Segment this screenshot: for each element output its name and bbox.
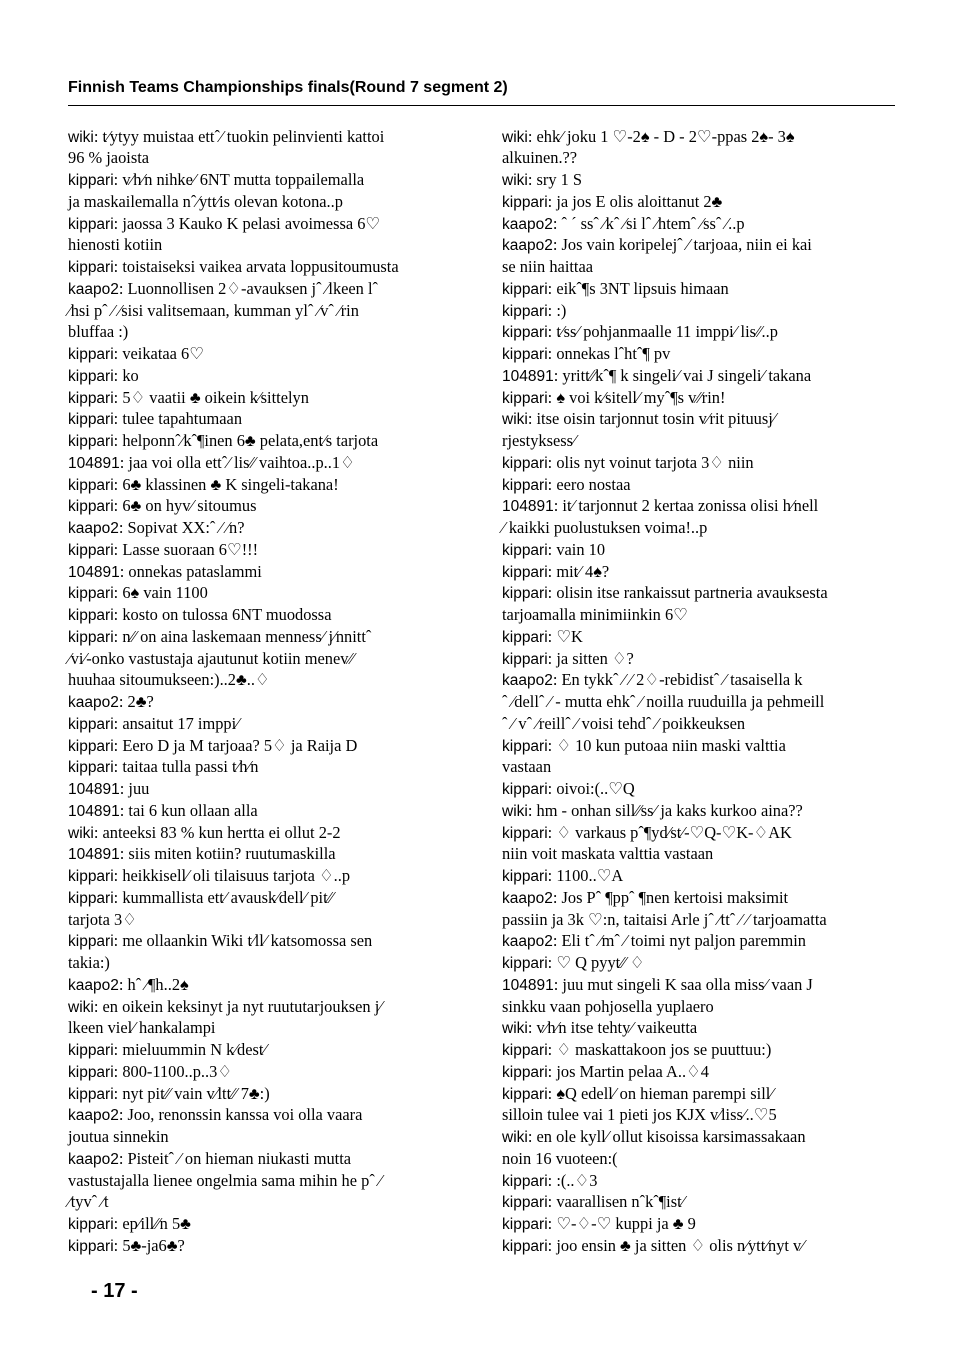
speaker-name: wiki: [502, 411, 528, 429]
speaker-name: kippari: [68, 389, 114, 407]
chat-line: [502, 452, 892, 474]
message-text: : it⁄ tarjonnut 2 kertaa zonissa olisi h⁄nell: [553, 496, 819, 516]
speaker-name: wiki: [502, 802, 528, 820]
chat-line: [502, 669, 892, 691]
message-text: : ˆ ´ ssˆ ⁄kˆ ⁄si lˆ ⁄htemˆ ⁄ssˆ ⁄..p: [552, 213, 745, 233]
speaker-name: kippari: [68, 628, 114, 646]
message-text: vastaan: [502, 757, 552, 777]
speaker-name: kippari: [502, 868, 548, 885]
message-text: takia:): [68, 953, 110, 972]
speaker-name: kippari: [502, 324, 548, 342]
message-text: : veikataa 6♡: [113, 344, 204, 363]
message-text: : toistaiseksi vaikea arvata loppusitoumusta: [113, 257, 399, 276]
speaker-name: kaapo2: [502, 889, 553, 907]
speaker-name: kippari: [68, 367, 114, 385]
chat-line: [502, 1213, 892, 1235]
message-text: : oivoi:(..♡Q: [547, 779, 635, 798]
chat-line: [68, 1170, 458, 1192]
speaker-name: kippari: [502, 585, 548, 603]
chat-line: [68, 561, 458, 583]
speaker-name: kippari: [68, 737, 114, 755]
message-text: 96 % jaoista: [68, 148, 150, 168]
speaker-name: kippari: [68, 215, 114, 233]
chat-line: [502, 604, 892, 626]
chat-line: [502, 430, 892, 452]
speaker-name: kaapo2: [68, 1150, 119, 1168]
chat-line: [502, 408, 892, 430]
chat-line: [68, 213, 458, 235]
chat-line: [502, 169, 892, 191]
speaker-name: kippari: [502, 1194, 548, 1212]
message-text: alkuinen.??: [502, 148, 578, 168]
chat-line: [68, 147, 458, 169]
chat-line: [502, 909, 892, 931]
chat-line: [502, 626, 892, 648]
chat-line: [502, 887, 892, 909]
speaker-name: kippari: [502, 1237, 548, 1255]
chat-line: [502, 930, 892, 952]
message-text: : ♠ voi k⁄sitell⁄ myˆ¶s v⁄⁄rin!: [547, 387, 726, 407]
message-text: : n⁄⁄ on aina laskemaan menness⁄ j⁄nnittˆ: [113, 626, 372, 646]
message-text: ja maskailemalla nˆ⁄ytt⁄is olevan kotona..p: [68, 191, 343, 211]
chat-line: [68, 865, 458, 887]
message-text: : t⁄ss⁄ pohjanmaalle 11 imppi⁄ lis⁄⁄..p: [547, 322, 778, 342]
speaker-name: kippari: [68, 498, 114, 516]
chat-line: [68, 669, 458, 691]
message-text: : Jos vain koripelejˆ ⁄ tarjoaa, niin ei kai: [552, 235, 812, 255]
message-text: : heikkisell⁄ oli tilaisuus tarjota ♢..p: [113, 866, 351, 885]
chat-line: [502, 321, 892, 343]
message-text: ⁄tyvˆ ⁄t: [68, 1192, 109, 1212]
chat-line: [502, 974, 892, 996]
message-text: : sry 1 S: [527, 170, 583, 189]
page-header: Finnish Teams Championships finals(Round 7 segment 2): [68, 79, 508, 96]
chat-column-right: [502, 126, 892, 1257]
chat-line: [502, 256, 892, 278]
message-text: : yritt⁄⁄kˆ¶ k singeli⁄ vai J singeli⁄ takana: [553, 365, 812, 385]
chat-line: [68, 974, 458, 996]
message-text: : 800-1100..p..3♢: [113, 1061, 233, 1081]
message-text: : vain 10: [547, 539, 606, 559]
message-text: : 6♠ vain 1100: [113, 583, 208, 603]
speaker-name: wiki: [502, 1020, 528, 1038]
message-text: : Sopivat XX:ˆ ⁄ ⁄n?: [118, 518, 245, 537]
message-text: joutua sinnekin: [68, 1127, 169, 1146]
message-text: : joo ensin ♣ ja sitten ♢ olis n⁄ytt⁄nyt v⁄: [547, 1235, 804, 1255]
message-text: : Eero D ja M tarjoaa? 5♢ ja Raija D: [113, 735, 358, 755]
speaker-name: kippari: [68, 715, 114, 733]
chat-line: [502, 756, 892, 778]
message-text: : 1100..♡A: [547, 866, 624, 885]
speaker-name: kaapo2: [502, 933, 553, 951]
message-text: lkeen viel⁄ hankalampi: [68, 1018, 216, 1038]
message-text: : ♢ maskattakoon jos se puuttuu:): [547, 1040, 772, 1059]
chat-line: [502, 648, 892, 670]
speaker-name: kippari: [502, 302, 548, 320]
message-text: : itse oisin tarjonnut tosin v⁄rit pituusj⁄: [527, 409, 776, 429]
message-text: ˆ ⁄ vˆ ⁄reillˆ ⁄ voisi tehdˆ ⁄ poikkeuksen: [502, 713, 746, 733]
speaker-name: kippari: [68, 868, 114, 885]
message-text: : ♡ Q pyyt⁄⁄ ♢: [547, 953, 645, 972]
message-text: silloin tulee vai 1 pieti jos KJX v⁄liss⁄..♡5: [502, 1105, 777, 1125]
speaker-name: kippari: [68, 346, 114, 363]
chat-line: [68, 735, 458, 757]
speaker-name: kippari: [68, 541, 114, 559]
message-text: : 5♣-ja6♣?: [113, 1235, 185, 1255]
speaker-name: kippari: [502, 389, 548, 407]
chat-line: [502, 1126, 892, 1148]
chat-line: [502, 278, 892, 300]
chat-line: [68, 778, 458, 800]
message-text: : eikˆ¶s 3NT lipsuis himaan: [547, 278, 729, 298]
chat-line: [68, 387, 458, 409]
speaker-name: kippari: [68, 1237, 114, 1255]
chat-line: [502, 234, 892, 256]
chat-line: [68, 756, 458, 778]
message-text: : eero nostaa: [547, 474, 631, 494]
message-text: : kummallista ett⁄ avausk⁄dell⁄ pit⁄⁄: [113, 887, 334, 907]
message-text: : mieluummin N k⁄dest⁄: [113, 1040, 267, 1059]
speaker-name: kippari: [502, 454, 548, 472]
message-text: niin voit maskata valttia vastaan: [502, 844, 714, 864]
message-text: : onnekas pataslammi: [119, 561, 262, 581]
message-text: : juu: [119, 779, 150, 798]
message-text: : kosto on tulossa 6NT muodossa: [113, 605, 332, 624]
speaker-name: kippari: [502, 346, 548, 363]
chat-line: [502, 1170, 892, 1192]
speaker-name: kippari: [68, 259, 114, 276]
message-text: : Luonnollisen 2♢-avauksen jˆ ⁄lkeen lˆ: [118, 278, 378, 298]
message-text: : 6♣ on hyv⁄ sitoumus: [113, 496, 257, 516]
message-text: : ♡K: [547, 626, 583, 646]
message-text: : ♠Q edell⁄ on hieman parempi sill⁄: [547, 1083, 774, 1103]
message-text: rjestyksess⁄: [502, 431, 576, 450]
speaker-name: 104891: [502, 976, 554, 994]
chat-line: [502, 691, 892, 713]
message-text: : hm - onhan sill⁄⁄ss⁄ ja kaks kurkoo aina??: [527, 800, 803, 820]
message-text: : 6♣ klassinen ♣ K singeli-takana!: [113, 474, 339, 494]
speaker-name: kaapo2: [68, 520, 119, 537]
message-text: vastustajalla lienee ongelmia sama mihin he pˆ ⁄: [68, 1170, 382, 1190]
message-text: huuhaa sitoumukseen:)..2♣..♢: [68, 670, 270, 690]
chat-column-left: [68, 126, 458, 1257]
chat-line: [502, 822, 892, 844]
speaker-name: kippari: [68, 433, 114, 450]
chat-line: [502, 300, 892, 322]
speaker-name: kippari: [502, 541, 548, 559]
message-text: ⁄hsi pˆ ⁄ ⁄sisi valitsemaan, kumman ylˆ ⁄vˆ ⁄rin: [68, 300, 359, 320]
speaker-name: kippari: [502, 1216, 548, 1233]
header-rule: [68, 105, 895, 106]
speaker-name: wiki: [502, 128, 528, 146]
chat-line: [68, 169, 458, 191]
message-text: : juu mut singeli K saa olla miss⁄ vaan J: [553, 974, 813, 994]
chat-line: [68, 713, 458, 735]
message-text: tarjoamalla minimiinkin 6♡: [502, 605, 688, 624]
message-text: tarjota 3♢: [68, 909, 137, 929]
message-text: se niin haittaa: [502, 257, 594, 276]
chat-line: [502, 126, 892, 148]
message-text: : ja jos E olis aloittanut 2♣: [547, 191, 723, 211]
chat-line: [68, 234, 458, 256]
chat-line: [68, 1104, 458, 1126]
message-text: : jaa voi olla ettˆ⁄ lis⁄⁄ vaihtoa..p..1♢: [119, 452, 355, 472]
message-text: : taitaa tulla passi t⁄h⁄n: [113, 757, 259, 777]
chat-line: [502, 778, 892, 800]
message-text: : :): [547, 300, 567, 320]
chat-line: [502, 1061, 892, 1083]
message-text: : Jos Pˆ ¶ppˆ ¶nen kertoisi maksimit: [552, 887, 789, 907]
chat-line: [68, 822, 458, 844]
speaker-name: kippari: [68, 585, 114, 603]
speaker-name: kaapo2: [502, 215, 553, 233]
message-text: : en oikein keksinyt ja nyt ruututarjouksen j⁄: [93, 996, 383, 1016]
chat-line: [68, 452, 458, 474]
message-text: : hˆ ⁄¶h..2♠: [118, 974, 189, 994]
speaker-name: kippari: [68, 1063, 114, 1081]
speaker-name: kippari: [68, 889, 114, 907]
chat-line: [502, 1017, 892, 1039]
chat-line: [68, 930, 458, 952]
chat-line: [68, 1017, 458, 1039]
message-text: : Eli tˆ ⁄mˆ ⁄ toimi nyt paljon paremmin: [552, 931, 806, 951]
chat-line: [68, 582, 458, 604]
chat-line: [502, 539, 892, 561]
speaker-name: wiki: [502, 1129, 528, 1146]
chat-line: [502, 387, 892, 409]
message-text: : mit⁄ 4♠?: [547, 561, 610, 581]
message-text: : me ollaankin Wiki t⁄ll⁄ katsomossa sen: [113, 931, 373, 951]
message-text: : ansaitut 17 imppi⁄: [113, 713, 239, 733]
chat-line: [68, 648, 458, 670]
message-text: : ehk⁄ joku 1 ♡-2♠ - D - 2♡-ppas 2♠- 3♠: [527, 126, 795, 146]
chat-line: [68, 691, 458, 713]
speaker-name: kippari: [68, 411, 114, 429]
speaker-name: kippari: [502, 628, 548, 646]
chat-line: [68, 126, 458, 148]
speaker-name: kippari: [502, 563, 548, 581]
speaker-name: kippari: [68, 172, 114, 189]
chat-line: [502, 191, 892, 213]
speaker-name: 104891: [68, 846, 120, 864]
chat-line: [68, 626, 458, 648]
message-text: : v⁄h⁄n nihke⁄ 6NT mutta toppailemalla: [113, 170, 365, 189]
speaker-name: 104891: [502, 498, 554, 516]
chat-line: [502, 582, 892, 604]
message-text: : 2♣?: [118, 692, 154, 711]
message-text: : ♡-♢-♡ kuppi ja ♣ 9: [547, 1214, 696, 1233]
speaker-name: kaapo2: [502, 237, 553, 255]
chat-line: [502, 561, 892, 583]
speaker-name: kippari: [502, 1063, 548, 1081]
speaker-name: 104891: [68, 781, 120, 798]
speaker-name: kippari: [502, 1085, 548, 1103]
message-text: : ep⁄ill⁄⁄n 5♣: [113, 1214, 191, 1233]
speaker-name: kippari: [502, 476, 548, 494]
speaker-name: kippari: [502, 781, 548, 798]
speaker-name: wiki: [502, 172, 528, 189]
message-text: : 5♢ vaatii ♣ oikein k⁄sittelyn: [113, 387, 309, 407]
message-text: ⁄vi⁄-onko vastustaja ajautunut kotiin menev⁄⁄: [68, 648, 354, 668]
chat-line: [502, 517, 892, 539]
chat-line: [502, 495, 892, 517]
speaker-name: kippari: [68, 933, 114, 951]
page-number: - 17 -: [91, 1280, 138, 1302]
message-text: bluffaa :): [68, 322, 129, 342]
chat-line: [68, 996, 458, 1018]
message-text: passiin ja 3k ♡:n, taitaisi Arle jˆ ⁄ttˆ ⁄ ⁄ tarjoamatta: [502, 909, 827, 929]
message-text: : ♢ 10 kun putoaa niin maski valttia: [547, 735, 786, 755]
speaker-name: 104891: [68, 563, 120, 581]
speaker-name: kippari: [68, 607, 114, 624]
message-text: : Pisteitˆ ⁄ on hieman niukasti mutta: [118, 1148, 352, 1168]
chat-line: [502, 843, 892, 865]
speaker-name: kippari: [502, 1172, 548, 1190]
chat-line: [502, 147, 892, 169]
speaker-name: kippari: [502, 280, 548, 298]
chat-line: [502, 1039, 892, 1061]
chat-line: [502, 952, 892, 974]
speaker-name: kippari: [68, 476, 114, 494]
chat-line: [68, 909, 458, 931]
speaker-name: 104891: [68, 802, 120, 820]
speaker-name: 104891: [68, 454, 120, 472]
speaker-name: wiki: [68, 998, 94, 1016]
chat-line: [68, 1083, 458, 1105]
speaker-name: kaapo2: [502, 672, 553, 690]
message-text: ⁄ kaikki puolustuksen voima!..p: [502, 518, 708, 537]
chat-line: [68, 1126, 458, 1148]
chat-line: [502, 735, 892, 757]
chat-line: [68, 800, 458, 822]
chat-line: [68, 517, 458, 539]
chat-line: [68, 1061, 458, 1083]
chat-line: [68, 952, 458, 974]
message-text: : helponnˆ⁄kˆ¶inen 6♣ pelata,ent⁄s tarjota: [113, 431, 379, 450]
speaker-name: kaapo2: [68, 1107, 119, 1125]
message-text: ˆ ⁄dellˆ ⁄ - mutta ehkˆ ⁄ noilla ruuduilla ja pehmeill: [502, 692, 825, 711]
chat-line: [502, 474, 892, 496]
speaker-name: kippari: [68, 1042, 114, 1059]
speaker-name: 104891: [502, 367, 554, 385]
message-text: hienosti kotiin: [68, 235, 163, 255]
chat-line: [68, 1039, 458, 1061]
chat-line: [68, 887, 458, 909]
speaker-name: kippari: [68, 759, 114, 777]
chat-line: [68, 408, 458, 430]
message-text: : Lasse suoraan 6♡!!!: [113, 539, 259, 559]
chat-line: [68, 495, 458, 517]
message-text: : ko: [113, 365, 139, 385]
message-text: : siis miten kotiin? ruutumaskilla: [119, 844, 336, 864]
chat-line: [502, 365, 892, 387]
chat-line: [502, 996, 892, 1018]
speaker-name: kippari: [502, 1042, 548, 1059]
message-text: noin 16 vuoteen:(: [502, 1148, 618, 1168]
chat-line: [68, 1235, 458, 1257]
message-text: : en ole kyll⁄ ollut kisoissa karsimassakaan: [527, 1127, 806, 1146]
chat-line: [68, 365, 458, 387]
message-text: : olis nyt voinut tarjota 3♢ niin: [547, 452, 754, 472]
message-text: : jaossa 3 Kauko K pelasi avoimessa 6♡: [113, 213, 381, 233]
speaker-name: wiki: [68, 128, 94, 146]
message-text: : onnekas lˆhtˆ¶ pv: [547, 344, 671, 363]
speaker-name: kippari: [502, 193, 548, 211]
chat-line: [68, 1191, 458, 1213]
chat-line: [502, 865, 892, 887]
speaker-name: kippari: [502, 955, 548, 972]
speaker-name: kippari: [68, 1216, 114, 1233]
chat-line: [68, 191, 458, 213]
speaker-name: kippari: [68, 1085, 114, 1103]
chat-line: [68, 256, 458, 278]
message-text: : :(..♢3: [547, 1170, 598, 1190]
chat-line: [68, 539, 458, 561]
chat-line: [502, 343, 892, 365]
speaker-name: kippari: [502, 650, 548, 668]
message-text: : tulee tapahtumaan: [113, 409, 243, 429]
message-text: : tai 6 kun ollaan alla: [119, 800, 258, 820]
message-text: : En tykkˆ ⁄ ⁄ 2♢-rebidistˆ ⁄ tasaisella k: [552, 670, 803, 690]
chat-line: [68, 1213, 458, 1235]
message-text: : jos Martin pelaa A..♢4: [547, 1061, 709, 1081]
message-text: : anteeksi 83 % kun hertta ei ollut 2-2: [93, 822, 341, 842]
message-text: : vaarallisen nˆkˆ¶ist⁄: [547, 1192, 685, 1212]
chat-line: [502, 213, 892, 235]
chat-line: [68, 1148, 458, 1170]
chat-line: [68, 430, 458, 452]
chat-line: [68, 321, 458, 343]
chat-line: [68, 300, 458, 322]
message-text: : t⁄ytyy muistaa ettˆ⁄ tuokin pelinvienti kattoi: [93, 126, 385, 146]
chat-line: [502, 1191, 892, 1213]
message-text: : olisin itse rankaissut partneria avauksesta: [547, 583, 828, 603]
chat-line: [68, 474, 458, 496]
message-text: : ja sitten ♢?: [547, 648, 634, 668]
chat-line: [502, 1083, 892, 1105]
chat-line: [68, 278, 458, 300]
message-text: sinkku vaan pohjosella yuplaero: [502, 996, 714, 1016]
speaker-name: kaapo2: [68, 280, 119, 298]
speaker-name: kippari: [502, 824, 548, 842]
chat-line: [502, 1104, 892, 1126]
message-text: : Joo, renonssin kanssa voi olla vaara: [118, 1105, 363, 1125]
speaker-name: kippari: [502, 737, 548, 755]
chat-line: [68, 843, 458, 865]
chat-line: [502, 713, 892, 735]
message-text: : nyt pit⁄⁄ vain v⁄ltt⁄⁄ 7♣:): [113, 1083, 270, 1103]
chat-line: [68, 604, 458, 626]
message-text: : ♢ varkaus pˆ¶yd⁄st⁄-♡Q-♡K-♢AK: [547, 822, 792, 842]
speaker-name: kaapo2: [68, 694, 119, 711]
chat-line: [502, 800, 892, 822]
speaker-name: wiki: [68, 824, 94, 842]
chat-line: [502, 1235, 892, 1257]
chat-line: [68, 343, 458, 365]
message-text: : v⁄h⁄n itse tehty⁄ vaikeutta: [527, 1018, 698, 1038]
speaker-name: kaapo2: [68, 976, 119, 994]
chat-line: [502, 1148, 892, 1170]
